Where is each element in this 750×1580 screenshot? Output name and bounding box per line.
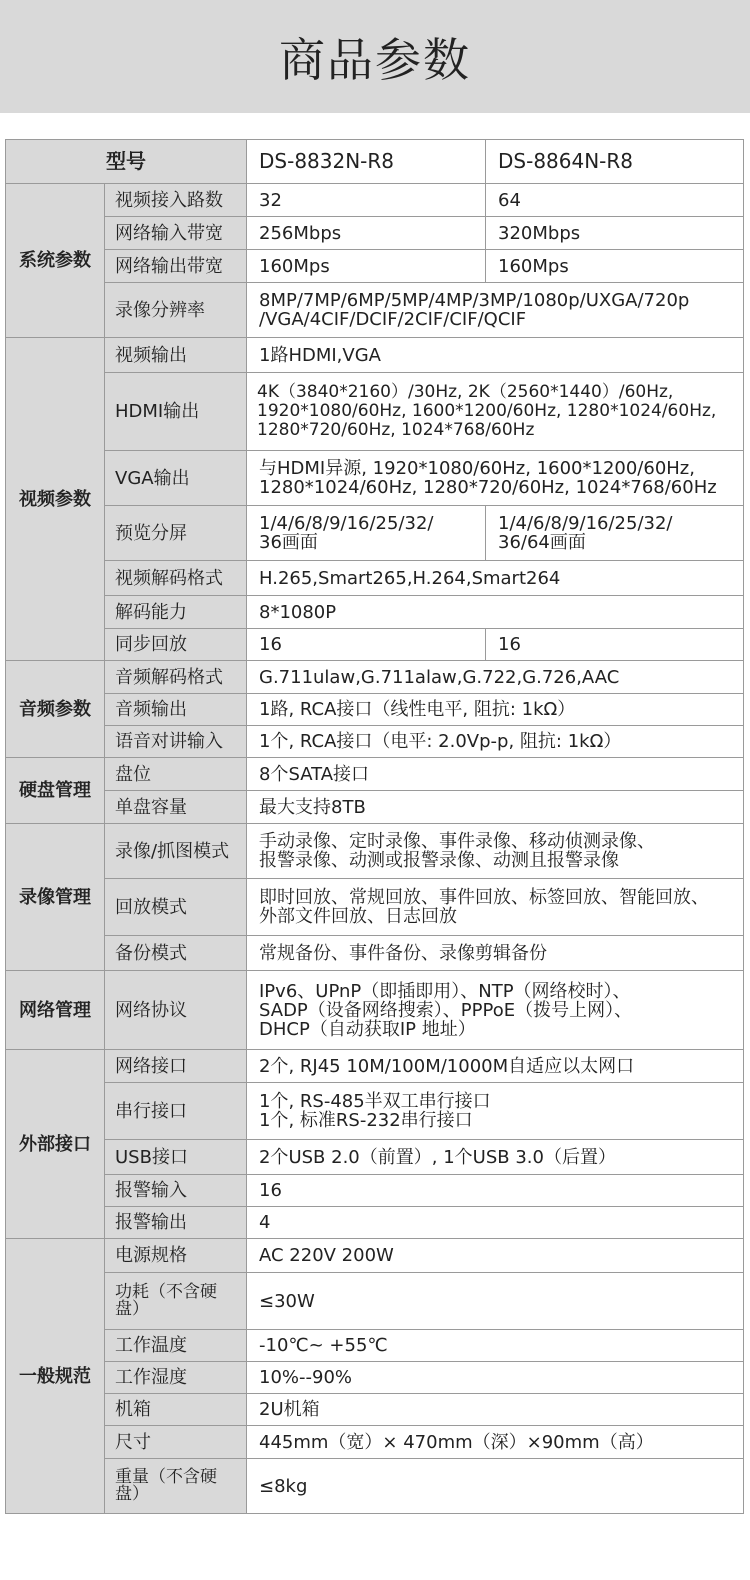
param-value: 16 — [486, 629, 744, 661]
param-value: 1个, RS-485半双工串行接口 1个, 标准RS-232串行接口 — [247, 1083, 744, 1140]
param-value: AC 220V 200W — [247, 1239, 744, 1273]
param-value: 1/4/6/8/9/16/25/32/ 36/64画面 — [486, 506, 744, 561]
param-value: 4K（3840*2160）/30Hz, 2K（2560*1440）/60Hz, 1920*1080/60Hz, 1600*1200/60Hz, 1280*1024/60Hz, 1280*720/60Hz, 1024*768/60Hz — [247, 373, 744, 451]
spec-row — [6, 879, 744, 936]
param-name: 视频输出 — [105, 338, 247, 373]
param-value: G.711ulaw,G.711alaw,G.722,G.726,AAC — [247, 661, 744, 694]
param-name: 回放模式 — [105, 879, 247, 936]
param-value: 10%--90% — [247, 1362, 744, 1394]
param-value: 与HDMI异源, 1920*1080/60Hz, 1600*1200/60Hz, 1280*1024/60Hz, 1280*720/60Hz, 1024*768/60Hz — [247, 451, 744, 506]
param-name: 尺寸 — [105, 1426, 247, 1459]
param-name: 录像分辨率 — [105, 283, 247, 338]
spec-row — [6, 451, 744, 506]
param-value: 8个SATA接口 — [247, 758, 744, 791]
section-label: 硬盘管理 — [6, 758, 105, 824]
spec-row — [6, 936, 744, 971]
model-1: DS-8832N-R8 — [247, 140, 486, 184]
param-value: ≤30W — [247, 1273, 744, 1330]
param-value: 常规备份、事件备份、录像剪辑备份 — [247, 936, 744, 971]
param-value: 最大支持8TB — [247, 791, 744, 824]
param-name: USB接口 — [105, 1140, 247, 1175]
param-name: 网络输出带宽 — [105, 250, 247, 283]
param-name: 报警输出 — [105, 1207, 247, 1239]
spec-row — [6, 1426, 744, 1459]
spec-row — [6, 1239, 744, 1273]
spec-row — [6, 1050, 744, 1083]
spec-row — [6, 629, 744, 661]
param-name: 串行接口 — [105, 1083, 247, 1140]
spec-row — [6, 1273, 744, 1330]
param-name: 单盘容量 — [105, 791, 247, 824]
param-name: 语音对讲输入 — [105, 726, 247, 758]
param-name: 工作温度 — [105, 1330, 247, 1362]
param-name: 盘位 — [105, 758, 247, 791]
param-value: ≤8kg — [247, 1459, 744, 1514]
param-name: 视频解码格式 — [105, 561, 247, 596]
model-label: 型号 — [6, 140, 247, 184]
param-name: 音频解码格式 — [105, 661, 247, 694]
param-value: 32 — [247, 184, 486, 217]
spec-row — [6, 596, 744, 629]
param-name: 解码能力 — [105, 596, 247, 629]
param-name: 报警输入 — [105, 1175, 247, 1207]
param-name: 预览分屏 — [105, 506, 247, 561]
param-name: 网络协议 — [105, 971, 247, 1050]
param-value: 160Mps — [486, 250, 744, 283]
param-name: 电源规格 — [105, 1239, 247, 1273]
param-name: 音频输出 — [105, 694, 247, 726]
section-label: 一般规范 — [6, 1239, 105, 1514]
spec-row — [6, 1459, 744, 1514]
spec-row — [6, 824, 744, 879]
param-name: 录像/抓图模式 — [105, 824, 247, 879]
param-name: HDMI输出 — [105, 373, 247, 451]
param-name: 备份模式 — [105, 936, 247, 971]
spec-table — [5, 139, 744, 1514]
spec-row — [6, 283, 744, 338]
param-name: 工作湿度 — [105, 1362, 247, 1394]
param-value: IPv6、UPnP（即插即用）、NTP（网络校时）、 SADP（设备网络搜索）、PPPoE（拨号上网）、 DHCP（自动获取IP 地址） — [247, 971, 744, 1050]
param-name: 功耗（不含硬 盘） — [105, 1273, 247, 1330]
param-value: 手动录像、定时录像、事件录像、移动侦测录像、 报警录像、动测或报警录像、动测且报警录像 — [247, 824, 744, 879]
spec-row — [6, 1362, 744, 1394]
param-value: 4 — [247, 1207, 744, 1239]
param-value: 256Mbps — [247, 217, 486, 250]
param-value: 8MP/7MP/6MP/5MP/4MP/3MP/1080p/UXGA/720p /VGA/4CIF/DCIF/2CIF/CIF/QCIF — [247, 283, 744, 338]
section-label: 音频参数 — [6, 661, 105, 758]
param-name: 网络接口 — [105, 1050, 247, 1083]
param-value: 16 — [247, 1175, 744, 1207]
section-label: 视频参数 — [6, 338, 105, 661]
param-name: 网络输入带宽 — [105, 217, 247, 250]
param-value: 2个USB 2.0（前置）, 1个USB 3.0（后置） — [247, 1140, 744, 1175]
param-name: 同步回放 — [105, 629, 247, 661]
spec-row — [6, 217, 744, 250]
param-name: 视频接入路数 — [105, 184, 247, 217]
spec-row — [6, 661, 744, 694]
param-value: 1路, RCA接口（线性电平, 阻抗: 1kΩ） — [247, 694, 744, 726]
param-value: 1/4/6/8/9/16/25/32/ 36画面 — [247, 506, 486, 561]
param-name: VGA输出 — [105, 451, 247, 506]
param-value: 64 — [486, 184, 744, 217]
spec-row — [6, 971, 744, 1050]
spec-row — [6, 506, 744, 561]
spec-row — [6, 1394, 744, 1426]
param-value: H.265,Smart265,H.264,Smart264 — [247, 561, 744, 596]
spec-row — [6, 1330, 744, 1362]
spec-row — [6, 694, 744, 726]
param-value: 2U机箱 — [247, 1394, 744, 1426]
section-label: 系统参数 — [6, 184, 105, 338]
param-value: 8*1080P — [247, 596, 744, 629]
spec-row — [6, 726, 744, 758]
param-name: 重量（不含硬 盘） — [105, 1459, 247, 1514]
model-2: DS-8864N-R8 — [486, 140, 744, 184]
param-value: 320Mbps — [486, 217, 744, 250]
section-label: 外部接口 — [6, 1050, 105, 1239]
page-title: 商品参数 — [279, 32, 471, 87]
spec-row — [6, 1083, 744, 1140]
param-value: 445mm（宽）× 470mm（深）×90mm（高） — [247, 1426, 744, 1459]
param-value: 1个, RCA接口（电平: 2.0Vp-p, 阻抗: 1kΩ） — [247, 726, 744, 758]
section-label: 网络管理 — [6, 971, 105, 1050]
param-value: 2个, RJ45 10M/100M/1000M自适应以太网口 — [247, 1050, 744, 1083]
spec-row — [6, 561, 744, 596]
spec-row — [6, 791, 744, 824]
spec-row — [6, 338, 744, 373]
spec-row — [6, 184, 744, 217]
model-row — [6, 140, 744, 184]
spec-row — [6, 1140, 744, 1175]
param-value: -10℃~ +55℃ — [247, 1330, 744, 1362]
spec-row — [6, 373, 744, 451]
spec-row — [6, 758, 744, 791]
spec-row — [6, 250, 744, 283]
param-value: 160Mps — [247, 250, 486, 283]
param-value: 1路HDMI,VGA — [247, 338, 744, 373]
param-value: 即时回放、常规回放、事件回放、标签回放、智能回放、 外部文件回放、日志回放 — [247, 879, 744, 936]
page-header — [0, 0, 750, 113]
param-value: 16 — [247, 629, 486, 661]
param-name: 机箱 — [105, 1394, 247, 1426]
section-label: 录像管理 — [6, 824, 105, 971]
spec-row — [6, 1207, 744, 1239]
spec-row — [6, 1175, 744, 1207]
